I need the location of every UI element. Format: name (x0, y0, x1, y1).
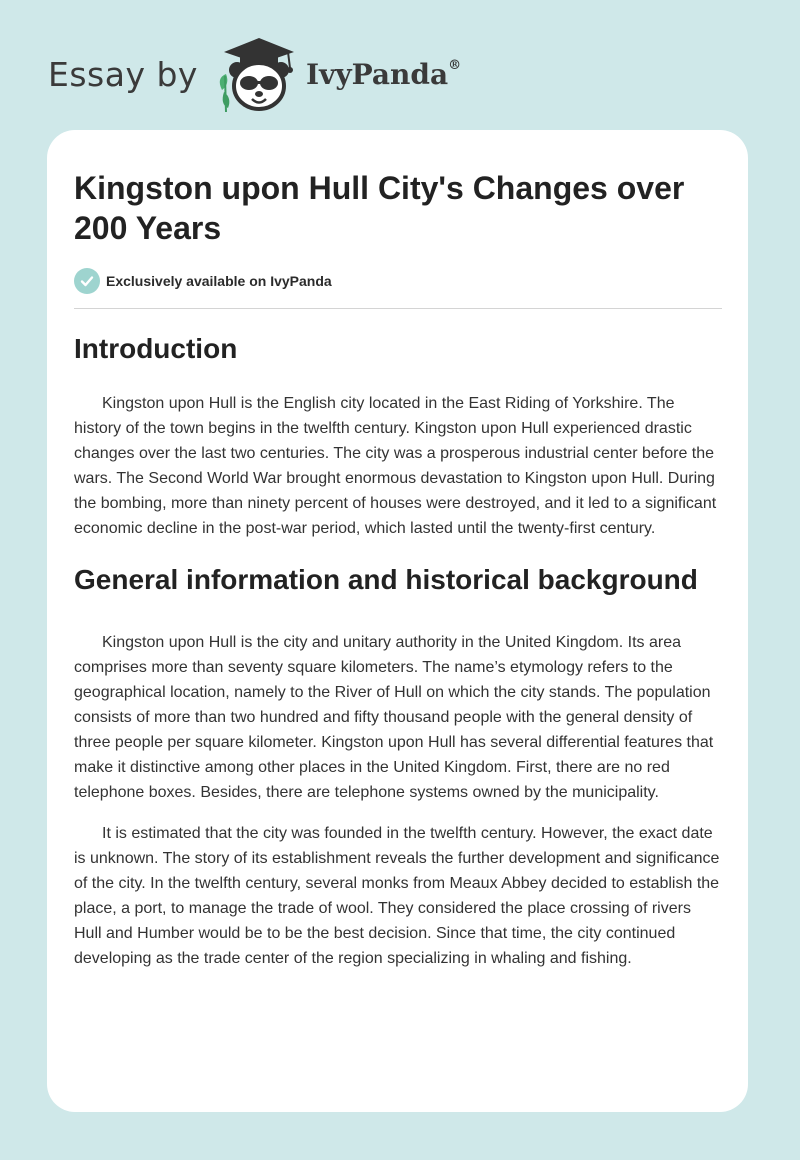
section-heading-general-information: General information and historical background (74, 564, 698, 595)
exclusive-badge-label: Exclusively available on IvyPanda (106, 273, 332, 289)
check-circle-icon (74, 268, 100, 294)
essay-by-label: Essay by (48, 54, 198, 94)
panda-logo-icon (214, 34, 304, 114)
paragraph: Kingston upon Hull is the city and unitary authority in the United Kingdom. Its area comprises more than seventy square kilometers. The name’s etymology refers to the geographical location, namely to the River of Hull on which the city stands. The population consists of more than two hundred and fifty thousand people with the general density of three people per square kilometer. Kingston upon Hull has several differential features that make it distinctive among other places in the United Kingdom. First, there are no red telephone boxes. Besides, there are telephone systems owned by the municipality. (74, 634, 714, 801)
section-heading-introduction: Introduction (74, 333, 238, 364)
essay-card (47, 130, 748, 1112)
brand-header (48, 34, 461, 114)
brand-name: IvyPanda® (305, 57, 462, 91)
paragraph: Kingston upon Hull is the English city located in the East Riding of Yorkshire. The history of the town begins in the twelfth century. Kingston upon Hull experienced drastic changes over the last two centuries. The city was a prosperous industrial center before the wars. The Second World War brought enormous devastation to Kingston upon Hull. During the bombing, more than ninety percent of houses were destroyed, and it led to a significant economic decline in the post-war period, which lasted until the twenty-first century. (74, 395, 717, 537)
trademark-mark: ® (448, 58, 462, 74)
essay-title: Kingston upon Hull City's Changes over 200 Years (74, 170, 685, 246)
divider (74, 308, 722, 309)
exclusive-badge (74, 268, 722, 294)
paragraph: It is estimated that the city was founded in the twelfth century. However, the exact date is unknown. The story of its establishment reveals the further development and significance of the city. In the twelfth century, several monks from Meaux Abbey decided to establish the place, a port, to manage the trade of wool. They considered the place crossing of rivers Hull and Humber would be to be the best decision. Since that time, the city continued developing as the trade center of the region specializing in whaling and fishing. (74, 825, 720, 967)
